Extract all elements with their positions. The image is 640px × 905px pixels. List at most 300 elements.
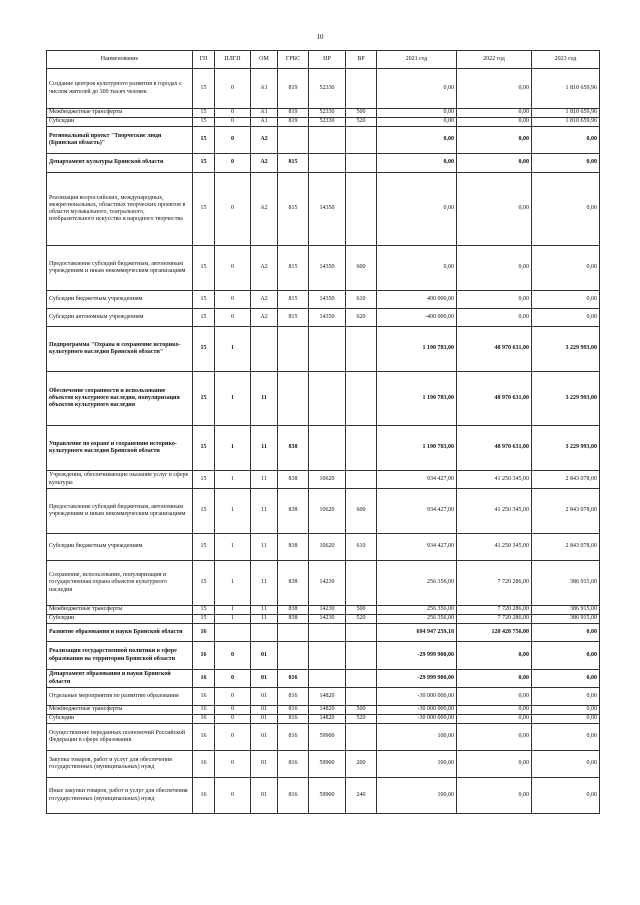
cell-y2023: 0,00 — [532, 688, 600, 706]
cell-name: Управление по охране и сохранению историко-культурного наследия Брянской области — [47, 426, 193, 471]
cell-vr — [346, 372, 377, 426]
table-row — [47, 688, 600, 706]
cell-nr: 52330 — [309, 109, 346, 118]
cell-y2021: 1 190 783,00 — [377, 327, 457, 372]
cell-nr — [309, 327, 346, 372]
col-header-om: ОМ — [251, 51, 278, 69]
cell-grbs: 838 — [278, 561, 309, 606]
cell-grbs: 815 — [278, 154, 309, 173]
cell-y2022: 0,00 — [457, 688, 532, 706]
cell-name: Предоставление субсидий бюджетным, автономным учреждениям и иным некоммерческим организациям — [47, 489, 193, 534]
cell-vr: 600 — [346, 246, 377, 291]
cell-plgp — [215, 624, 251, 642]
cell-grbs: 815 — [278, 291, 309, 309]
cell-grbs — [278, 624, 309, 642]
cell-om: 01 — [251, 724, 278, 751]
cell-name: Субсидии — [47, 615, 193, 624]
cell-grbs: 838 — [278, 426, 309, 471]
cell-grbs: 819 — [278, 109, 309, 118]
cell-nr: 14350 — [309, 173, 346, 246]
cell-om: 01 — [251, 715, 278, 724]
cell-nr: 10620 — [309, 489, 346, 534]
cell-y2023: 3 229 993,00 — [532, 372, 600, 426]
cell-y2021: 0,00 — [377, 109, 457, 118]
cell-vr — [346, 173, 377, 246]
cell-y2021: 1 190 783,00 — [377, 372, 457, 426]
table-row — [47, 173, 600, 246]
cell-gp: 15 — [193, 615, 215, 624]
table-row — [47, 642, 600, 670]
cell-nr: 14820 — [309, 706, 346, 715]
cell-name: Субсидии бюджетным учреждениям — [47, 534, 193, 561]
col-header-2022: 2022 год — [457, 51, 532, 69]
cell-plgp: 0 — [215, 154, 251, 173]
cell-y2022: 0,00 — [457, 724, 532, 751]
cell-om: A2 — [251, 173, 278, 246]
cell-om: 11 — [251, 471, 278, 489]
cell-y2023: 0,00 — [532, 154, 600, 173]
cell-vr: 500 — [346, 606, 377, 615]
cell-name: Обеспечение сохранности и использование объектов культурного наследия, популяризация объектов культурного наследия — [47, 372, 193, 426]
cell-gp: 15 — [193, 471, 215, 489]
cell-om: A1 — [251, 109, 278, 118]
cell-y2022: 0,00 — [457, 642, 532, 670]
cell-vr — [346, 670, 377, 688]
cell-y2021: 100,00 — [377, 724, 457, 751]
table-row — [47, 309, 600, 327]
cell-name: Отдельные мероприятия по развитию образования — [47, 688, 193, 706]
cell-name: Межбюджетные трансферты — [47, 706, 193, 715]
cell-gp: 16 — [193, 688, 215, 706]
cell-om: A2 — [251, 309, 278, 327]
cell-nr: 14230 — [309, 606, 346, 615]
cell-nr — [309, 127, 346, 154]
cell-name: Подпрограмма "Охрана и сохранение историко-культурного наследия Брянской области" — [47, 327, 193, 372]
cell-y2023: 0,00 — [532, 127, 600, 154]
cell-y2022: 0,00 — [457, 670, 532, 688]
cell-plgp: 0 — [215, 109, 251, 118]
cell-y2023: 1 810 659,96 — [532, 118, 600, 127]
cell-vr — [346, 471, 377, 489]
cell-y2021: 100,00 — [377, 778, 457, 814]
cell-vr: 610 — [346, 291, 377, 309]
cell-gp: 15 — [193, 118, 215, 127]
cell-om: A2 — [251, 127, 278, 154]
cell-y2022: 0,00 — [457, 69, 532, 109]
cell-name: Субсидии бюджетным учреждениям — [47, 291, 193, 309]
cell-y2023: 386 915,00 — [532, 606, 600, 615]
cell-y2021: 256 356,00 — [377, 615, 457, 624]
cell-y2023: 0,00 — [532, 670, 600, 688]
table-row — [47, 751, 600, 778]
cell-vr — [346, 426, 377, 471]
cell-om: 11 — [251, 489, 278, 534]
cell-gp: 16 — [193, 624, 215, 642]
table-row — [47, 670, 600, 688]
cell-nr — [309, 642, 346, 670]
cell-y2023: 2 843 078,00 — [532, 489, 600, 534]
cell-grbs: 815 — [278, 309, 309, 327]
cell-name: Закупка товаров, работ и услуг для обеспечения государственных (муниципальных) нужд — [47, 751, 193, 778]
table-row — [47, 624, 600, 642]
cell-y2022: 48 970 631,00 — [457, 426, 532, 471]
cell-gp: 15 — [193, 489, 215, 534]
cell-nr: 14230 — [309, 561, 346, 606]
cell-plgp: 0 — [215, 751, 251, 778]
cell-gp: 15 — [193, 327, 215, 372]
cell-vr: 240 — [346, 778, 377, 814]
cell-om: A1 — [251, 69, 278, 109]
cell-plgp: 0 — [215, 127, 251, 154]
cell-om — [251, 624, 278, 642]
cell-y2021: 1 190 783,00 — [377, 426, 457, 471]
cell-name: Сохранение, использование, популяризация и государственная охрана объектов культурного наследия — [47, 561, 193, 606]
cell-plgp: 0 — [215, 670, 251, 688]
cell-y2023: 0,00 — [532, 291, 600, 309]
col-header-nr: НР — [309, 51, 346, 69]
cell-y2021: -30 000 000,00 — [377, 706, 457, 715]
cell-y2021: 0,00 — [377, 69, 457, 109]
cell-nr: 14350 — [309, 291, 346, 309]
table-row — [47, 534, 600, 561]
cell-y2023: 3 229 993,00 — [532, 426, 600, 471]
cell-y2023: 1 810 659,96 — [532, 69, 600, 109]
cell-nr: 52330 — [309, 118, 346, 127]
cell-y2021: 400 000,00 — [377, 291, 457, 309]
table-row — [47, 706, 600, 715]
cell-om: 11 — [251, 426, 278, 471]
cell-y2023: 0,00 — [532, 624, 600, 642]
cell-om: 01 — [251, 642, 278, 670]
cell-grbs: 838 — [278, 615, 309, 624]
cell-plgp: 1 — [215, 372, 251, 426]
cell-plgp: 1 — [215, 489, 251, 534]
cell-name: Реализация государственной политики в сфере образования на территории Брянской области — [47, 642, 193, 670]
cell-vr — [346, 724, 377, 751]
cell-nr — [309, 372, 346, 426]
cell-gp: 15 — [193, 246, 215, 291]
cell-om: 11 — [251, 615, 278, 624]
cell-vr — [346, 69, 377, 109]
cell-y2021: 934 427,00 — [377, 534, 457, 561]
cell-nr — [309, 670, 346, 688]
cell-y2023: 0,00 — [532, 724, 600, 751]
cell-y2021: 0,00 — [377, 118, 457, 127]
cell-y2022: 0,00 — [457, 118, 532, 127]
table-row — [47, 606, 600, 615]
cell-name: Департамент культуры Брянской области — [47, 154, 193, 173]
cell-y2022: 0,00 — [457, 154, 532, 173]
cell-grbs: 816 — [278, 670, 309, 688]
cell-vr: 620 — [346, 309, 377, 327]
table-row — [47, 127, 600, 154]
cell-grbs: 816 — [278, 778, 309, 814]
cell-nr: 59900 — [309, 778, 346, 814]
cell-om — [251, 327, 278, 372]
cell-gp: 15 — [193, 173, 215, 246]
cell-y2023: 386 915,00 — [532, 561, 600, 606]
cell-y2021: 100,00 — [377, 751, 457, 778]
cell-y2023: 3 229 993,00 — [532, 327, 600, 372]
cell-y2023: 0,00 — [532, 751, 600, 778]
cell-nr: 14820 — [309, 688, 346, 706]
cell-gp: 15 — [193, 372, 215, 426]
cell-plgp: 0 — [215, 706, 251, 715]
cell-grbs: 838 — [278, 471, 309, 489]
cell-plgp: 0 — [215, 715, 251, 724]
cell-y2022: 7 720 286,00 — [457, 606, 532, 615]
cell-grbs: 816 — [278, 688, 309, 706]
cell-y2022: 7 720 286,00 — [457, 615, 532, 624]
cell-y2023: 386 915,00 — [532, 615, 600, 624]
cell-y2022: 0,00 — [457, 173, 532, 246]
cell-plgp: 1 — [215, 471, 251, 489]
cell-nr: 10620 — [309, 534, 346, 561]
cell-y2021: 934 427,00 — [377, 471, 457, 489]
table-row — [47, 246, 600, 291]
cell-gp: 15 — [193, 69, 215, 109]
cell-gp: 15 — [193, 109, 215, 118]
cell-nr — [309, 154, 346, 173]
cell-y2022: 48 970 631,00 — [457, 372, 532, 426]
cell-om: 11 — [251, 534, 278, 561]
page-number: 10 — [316, 33, 324, 41]
cell-vr — [346, 127, 377, 154]
cell-y2023: 2 843 078,00 — [532, 534, 600, 561]
cell-name: Создание центров культурного развития в городах с числом жителей до 300 тысяч человек — [47, 69, 193, 109]
cell-grbs: 816 — [278, 715, 309, 724]
cell-om: 01 — [251, 778, 278, 814]
cell-gp: 15 — [193, 154, 215, 173]
cell-gp: 16 — [193, 715, 215, 724]
cell-grbs: 816 — [278, 751, 309, 778]
cell-gp: 16 — [193, 642, 215, 670]
cell-grbs: 838 — [278, 489, 309, 534]
cell-vr — [346, 154, 377, 173]
col-header-grbs: ГРБС — [278, 51, 309, 69]
cell-y2021: 0,00 — [377, 246, 457, 291]
cell-gp: 16 — [193, 724, 215, 751]
cell-y2021: -29 999 900,00 — [377, 642, 457, 670]
cell-y2022: 48 970 631,00 — [457, 327, 532, 372]
cell-grbs — [278, 372, 309, 426]
cell-y2023: 1 810 659,96 — [532, 109, 600, 118]
cell-nr: 10620 — [309, 471, 346, 489]
cell-y2022: 0,00 — [457, 778, 532, 814]
cell-nr: 14350 — [309, 309, 346, 327]
cell-name: Предоставление субсидий бюджетным, автономным учреждениям и иным некоммерческим организациям — [47, 246, 193, 291]
cell-y2021: 0,00 — [377, 173, 457, 246]
cell-y2023: 0,00 — [532, 642, 600, 670]
cell-plgp: 1 — [215, 561, 251, 606]
cell-plgp: 0 — [215, 173, 251, 246]
cell-plgp: 0 — [215, 309, 251, 327]
cell-y2021: -30 000 000,00 — [377, 715, 457, 724]
cell-name: Учреждения, обеспечивающие оказание услуг в сфере культуры — [47, 471, 193, 489]
cell-grbs: 816 — [278, 706, 309, 715]
table-row — [47, 69, 600, 109]
budget-table — [46, 50, 600, 814]
cell-nr: 14230 — [309, 615, 346, 624]
cell-grbs: 815 — [278, 246, 309, 291]
cell-om: 01 — [251, 688, 278, 706]
cell-y2022: 0,00 — [457, 109, 532, 118]
cell-nr: 14820 — [309, 715, 346, 724]
cell-y2021: -400 000,00 — [377, 309, 457, 327]
table-row — [47, 154, 600, 173]
col-header-vr: ВР — [346, 51, 377, 69]
table-row — [47, 778, 600, 814]
cell-om: 01 — [251, 706, 278, 715]
col-header-gp: ГП — [193, 51, 215, 69]
table-row — [47, 327, 600, 372]
cell-y2021: 256 356,00 — [377, 561, 457, 606]
cell-y2023: 0,00 — [532, 706, 600, 715]
cell-om: A1 — [251, 118, 278, 127]
cell-plgp: 1 — [215, 327, 251, 372]
cell-om: A2 — [251, 291, 278, 309]
cell-name: Региональный проект "Творческие люди (Брянская область)" — [47, 127, 193, 154]
cell-plgp: 0 — [215, 724, 251, 751]
cell-om: 11 — [251, 561, 278, 606]
cell-gp: 16 — [193, 706, 215, 715]
table-row — [47, 715, 600, 724]
cell-y2022: 0,00 — [457, 751, 532, 778]
col-header-2023: 2023 год — [532, 51, 600, 69]
cell-grbs — [278, 642, 309, 670]
cell-y2021: -29 999 900,00 — [377, 670, 457, 688]
cell-name: Осуществление переданных полномочий Российской Федерации в сфере образования — [47, 724, 193, 751]
cell-plgp: 0 — [215, 246, 251, 291]
cell-vr — [346, 561, 377, 606]
cell-y2022: 120 428 756,00 — [457, 624, 532, 642]
cell-y2022: 0,00 — [457, 706, 532, 715]
cell-plgp: 0 — [215, 688, 251, 706]
cell-name: Субсидии — [47, 118, 193, 127]
cell-nr: 59900 — [309, 751, 346, 778]
cell-y2021: 0,00 — [377, 127, 457, 154]
cell-grbs — [278, 127, 309, 154]
cell-vr — [346, 642, 377, 670]
cell-om: 01 — [251, 670, 278, 688]
cell-grbs: 838 — [278, 534, 309, 561]
cell-name: Департамент образования и науки Брянской области — [47, 670, 193, 688]
cell-plgp: 0 — [215, 642, 251, 670]
table-row — [47, 724, 600, 751]
cell-plgp: 0 — [215, 291, 251, 309]
cell-gp: 16 — [193, 670, 215, 688]
table-row — [47, 561, 600, 606]
cell-y2022: 7 720 286,00 — [457, 561, 532, 606]
cell-y2021: -30 000 000,00 — [377, 688, 457, 706]
table-row — [47, 109, 600, 118]
cell-gp: 16 — [193, 778, 215, 814]
cell-y2023: 0,00 — [532, 173, 600, 246]
cell-y2022: 41 250 345,00 — [457, 471, 532, 489]
cell-om: 11 — [251, 606, 278, 615]
cell-y2023: 0,00 — [532, 715, 600, 724]
table-row — [47, 471, 600, 489]
cell-y2021: 694 947 259,18 — [377, 624, 457, 642]
cell-y2022: 0,00 — [457, 309, 532, 327]
cell-nr: 14350 — [309, 246, 346, 291]
table-row — [47, 372, 600, 426]
cell-grbs — [278, 327, 309, 372]
table-row — [47, 615, 600, 624]
cell-nr — [309, 624, 346, 642]
cell-nr: 52330 — [309, 69, 346, 109]
cell-vr: 520 — [346, 118, 377, 127]
cell-name: Развитие образования и науки Брянской области — [47, 624, 193, 642]
table-row — [47, 291, 600, 309]
cell-plgp: 1 — [215, 606, 251, 615]
cell-y2023: 2 843 078,00 — [532, 471, 600, 489]
cell-gp: 15 — [193, 291, 215, 309]
cell-vr — [346, 688, 377, 706]
cell-name: Межбюджетные трансферты — [47, 109, 193, 118]
cell-y2022: 0,00 — [457, 715, 532, 724]
cell-grbs: 819 — [278, 118, 309, 127]
cell-vr: 500 — [346, 706, 377, 715]
cell-om: 01 — [251, 751, 278, 778]
cell-name: Реализация всероссийских, международных, межрегиональных, областных творческих проектов в области музыкального, театрального, изобразительного искусства и народного творчества — [47, 173, 193, 246]
cell-vr: 520 — [346, 615, 377, 624]
cell-om: 11 — [251, 372, 278, 426]
cell-plgp: 0 — [215, 778, 251, 814]
cell-name: Межбюджетные трансферты — [47, 606, 193, 615]
cell-y2022: 0,00 — [457, 291, 532, 309]
cell-nr — [309, 426, 346, 471]
cell-vr: 610 — [346, 534, 377, 561]
cell-gp: 15 — [193, 534, 215, 561]
cell-y2021: 0,00 — [377, 154, 457, 173]
cell-gp: 16 — [193, 751, 215, 778]
cell-gp: 15 — [193, 606, 215, 615]
cell-gp: 15 — [193, 561, 215, 606]
table-row — [47, 489, 600, 534]
cell-om: A2 — [251, 246, 278, 291]
cell-y2023: 0,00 — [532, 309, 600, 327]
cell-name: Субсидии автономным учреждениям — [47, 309, 193, 327]
cell-grbs: 819 — [278, 69, 309, 109]
header-row — [47, 51, 600, 69]
cell-y2022: 41 250 345,00 — [457, 534, 532, 561]
cell-y2023: 0,00 — [532, 246, 600, 291]
col-header-name: Наименование — [47, 51, 193, 69]
cell-plgp: 1 — [215, 426, 251, 471]
cell-vr — [346, 327, 377, 372]
cell-grbs: 838 — [278, 606, 309, 615]
col-header-plgp: ПЛГП — [215, 51, 251, 69]
cell-y2021: 256 356,00 — [377, 606, 457, 615]
cell-vr: 200 — [346, 751, 377, 778]
cell-y2022: 41 250 345,00 — [457, 489, 532, 534]
cell-gp: 15 — [193, 309, 215, 327]
cell-name: Иные закупки товаров, работ и услуг для обеспечения государственных (муниципальных) нужд — [47, 778, 193, 814]
cell-vr: 500 — [346, 109, 377, 118]
cell-plgp: 1 — [215, 615, 251, 624]
cell-name: Субсидии — [47, 715, 193, 724]
cell-gp: 15 — [193, 426, 215, 471]
cell-plgp: 0 — [215, 69, 251, 109]
cell-y2022: 0,00 — [457, 246, 532, 291]
cell-nr: 59900 — [309, 724, 346, 751]
cell-grbs: 815 — [278, 173, 309, 246]
cell-y2022: 0,00 — [457, 127, 532, 154]
cell-vr: 520 — [346, 715, 377, 724]
table-row — [47, 118, 600, 127]
table-row — [47, 426, 600, 471]
